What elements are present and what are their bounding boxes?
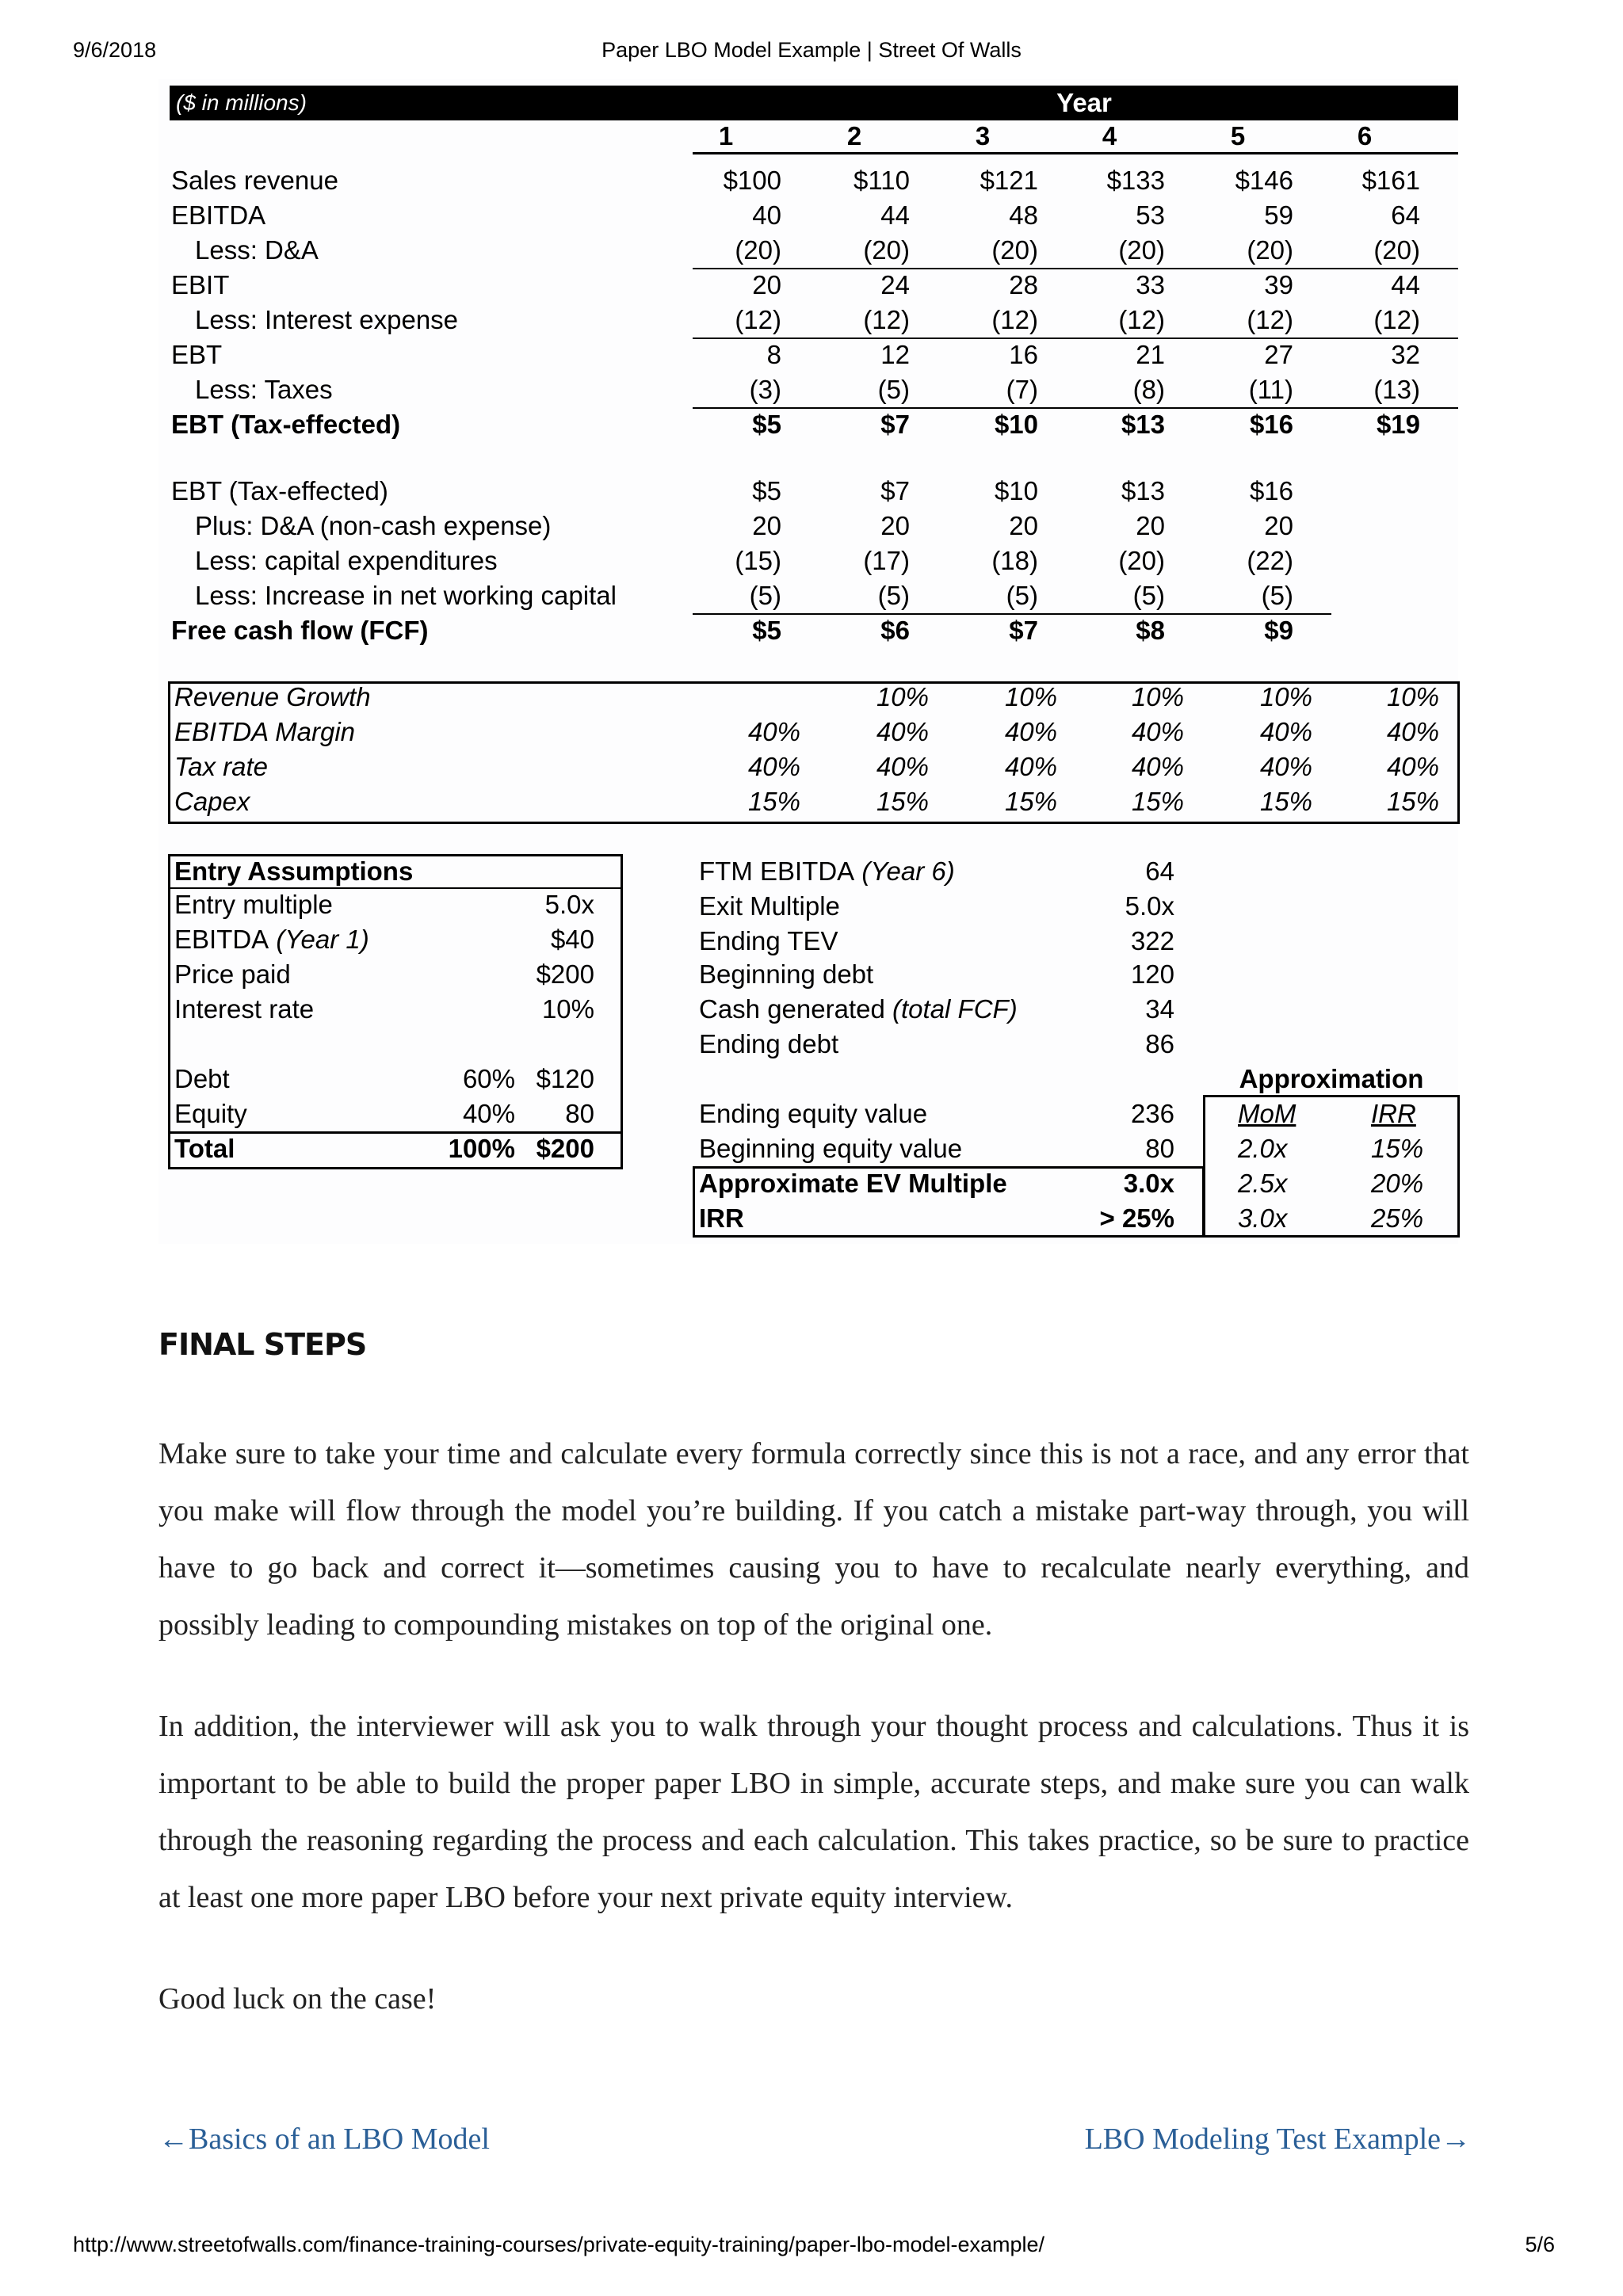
row-value: 53: [1136, 200, 1165, 230]
fcf-row-value: (20): [1118, 546, 1165, 575]
assumption-value: 40%: [1259, 717, 1312, 746]
entry-label: Entry multiple: [174, 890, 333, 919]
assumption-value: 15%: [876, 787, 929, 816]
row-label: Less: Taxes: [195, 375, 333, 404]
approx-title: Approximation: [1239, 1064, 1424, 1093]
row-value: (7): [1006, 375, 1038, 404]
lbo-model-table: [158, 79, 1458, 1244]
total-pct: 100%: [448, 1134, 515, 1163]
fcf-row-value: (5): [1261, 581, 1293, 610]
row-value: (20): [735, 235, 781, 265]
row-label: EBT: [171, 340, 223, 369]
row-value: $100: [723, 166, 781, 195]
row-value: 33: [1136, 270, 1165, 299]
print-date: 9/6/2018: [73, 38, 157, 62]
assumption-value: 10%: [1004, 682, 1057, 711]
cap-label: Equity: [174, 1099, 247, 1128]
row-value: (12): [1373, 305, 1420, 334]
row-value: $16: [1249, 410, 1293, 439]
row-value: (12): [735, 305, 781, 334]
row-value: (20): [1118, 235, 1165, 265]
exit-label: Exit Multiple: [699, 891, 840, 921]
approx-irr: 20%: [1371, 1169, 1424, 1198]
exit-label: Ending TEV: [699, 926, 838, 955]
approx-irr: 25%: [1371, 1203, 1424, 1233]
fcf-row-value: $10: [994, 476, 1038, 505]
row-value: $110: [854, 166, 910, 195]
assumption-value: 40%: [1131, 752, 1184, 781]
row-value: 32: [1391, 340, 1420, 369]
result-label: Approximate EV Multiple: [699, 1169, 1007, 1198]
equity-label: Ending equity value: [699, 1099, 928, 1128]
result-value: > 25%: [1099, 1203, 1174, 1233]
assumption-value: 10%: [1386, 682, 1439, 711]
row-value: (12): [863, 305, 910, 334]
total-value: $200: [536, 1134, 594, 1163]
fcf-row-value: 20: [752, 511, 781, 540]
total-label: Total: [174, 1134, 235, 1163]
row-value: 16: [1009, 340, 1038, 369]
row-value: $121: [980, 166, 1038, 195]
fcf-row-value: $16: [1249, 476, 1293, 505]
rule-line: [693, 338, 1458, 339]
rule-line: [693, 613, 1331, 615]
row-value: (3): [749, 375, 781, 404]
exit-label: FTM EBITDA (Year 6): [699, 856, 955, 886]
row-value: (20): [863, 235, 910, 265]
row-label: Sales revenue: [171, 166, 338, 195]
approx-mom: 3.0x: [1238, 1203, 1288, 1233]
row-label: Less: D&A: [195, 235, 319, 265]
approx-irr: 15%: [1371, 1134, 1424, 1163]
paragraph-1: Make sure to take your time and calculate every formula correctly since this is not a race, and any error that you make will flow through the model you’re building. If you catch a mistake part-way through, you will have to go back and correct it—sometimes causing you to have to recalculate nearly everything, and possibly leading to compounding mistakes on top of the original one.: [158, 1437, 1469, 1642]
entry-label: EBITDA (Year 1): [174, 925, 369, 954]
assumption-value: 40%: [747, 752, 800, 781]
exit-label: Ending debt: [699, 1029, 839, 1058]
fcf-row-value: $5: [752, 476, 781, 505]
cap-value: 80: [565, 1099, 594, 1128]
assumption-value: 40%: [1259, 752, 1312, 781]
fcf-row-value: 20: [1136, 511, 1165, 540]
entry-value: 10%: [541, 994, 594, 1024]
row-value: (5): [877, 375, 910, 404]
year-col-header: 5: [1230, 121, 1246, 151]
fcf-row-value: (15): [735, 546, 781, 575]
fcf-row-value: $7: [880, 476, 910, 505]
assumption-value: 10%: [1259, 682, 1312, 711]
row-label: EBITDA: [171, 200, 266, 230]
row-label: EBIT: [171, 270, 230, 299]
exit-value: 64: [1145, 856, 1174, 886]
assumption-value: 10%: [876, 682, 929, 711]
row-value: 28: [1009, 270, 1038, 299]
equity-value: 80: [1145, 1134, 1174, 1163]
row-value: (20): [1373, 235, 1420, 265]
assumption-label: Revenue Growth: [174, 682, 371, 711]
cap-label: Debt: [174, 1064, 230, 1093]
fcf-row-value: $13: [1121, 476, 1165, 505]
paragraph-2: In addition, the interviewer will ask you to walk through your thought process and calculations. Thus it is important to be able to build the proper paper LBO in simple, accurate steps, and make sure you can walk through the reasoning regarding the process and each calculation. This takes practice, so be sure to practice at least one more paper LBO before your next private equity interview.: [158, 1710, 1469, 1914]
row-value: (12): [991, 305, 1038, 334]
fcf-row-value: 20: [1009, 511, 1038, 540]
row-value: 40: [752, 200, 781, 230]
row-value: $133: [1106, 166, 1165, 195]
fcf-row-value: (18): [991, 546, 1038, 575]
fcf-row-value: (5): [1006, 581, 1038, 610]
row-value: (8): [1132, 375, 1165, 404]
row-value: 21: [1136, 340, 1165, 369]
assumption-value: 15%: [1004, 787, 1057, 816]
row-value: 44: [1391, 270, 1420, 299]
assumption-value: 40%: [876, 752, 929, 781]
assumption-value: 40%: [1004, 752, 1057, 781]
row-value: 64: [1391, 200, 1420, 230]
year-col-header: 2: [846, 121, 862, 151]
exit-value: 322: [1130, 926, 1174, 955]
year-col-header: 4: [1102, 121, 1117, 151]
cap-pct: 60%: [462, 1064, 515, 1093]
row-label: Less: Interest expense: [195, 305, 459, 334]
assumption-label: EBITDA Margin: [174, 717, 356, 746]
assumption-value: 40%: [1004, 717, 1057, 746]
row-label: EBT (Tax-effected): [171, 410, 401, 439]
cap-value: $120: [536, 1064, 594, 1093]
fcf-row-value: (5): [877, 581, 910, 610]
rule-line: [693, 407, 1458, 409]
row-value: (11): [1248, 375, 1293, 404]
row-value: (20): [1247, 235, 1293, 265]
fcf-row-label: Free cash flow (FCF): [171, 616, 429, 645]
equity-label: Beginning equity value: [699, 1134, 963, 1163]
result-label: IRR: [699, 1203, 744, 1233]
row-value: 8: [766, 340, 781, 369]
year-header-rule: [693, 152, 1458, 154]
result-value: 3.0x: [1123, 1169, 1174, 1198]
section-heading: FINAL STEPS: [158, 1327, 367, 1362]
fcf-row-value: $8: [1136, 616, 1165, 645]
assumption-value: 40%: [876, 717, 929, 746]
assumption-value: 15%: [1386, 787, 1439, 816]
assumption-value: 15%: [747, 787, 800, 816]
row-value: $19: [1376, 410, 1420, 439]
units-label: ($ in millions): [176, 90, 307, 115]
approx-col-irr: IRR: [1371, 1099, 1416, 1128]
paragraph-3: Good luck on the case!: [158, 1982, 437, 2016]
row-value: 44: [880, 200, 910, 230]
assumption-value: 40%: [1386, 752, 1439, 781]
row-value: $10: [994, 410, 1038, 439]
exit-label: Cash generated (total FCF): [699, 994, 1018, 1024]
fcf-row-label: Less: Increase in net working capital: [195, 581, 617, 610]
row-value: 27: [1264, 340, 1293, 369]
row-value: $7: [880, 410, 910, 439]
fcf-row-value: $9: [1264, 616, 1293, 645]
page-url: http://www.streetofwalls.com/finance-training-courses/private-equity-training/paper-lbo-model-example/: [73, 2233, 1045, 2256]
row-value: 12: [880, 340, 910, 369]
row-value: (12): [1118, 305, 1165, 334]
assumption-value: 40%: [1131, 717, 1184, 746]
row-value: (13): [1373, 375, 1420, 404]
fcf-row-value: 20: [1264, 511, 1293, 540]
row-value: $146: [1235, 166, 1293, 195]
row-value: 48: [1009, 200, 1038, 230]
assumption-value: 15%: [1131, 787, 1184, 816]
rule-line: [693, 268, 1458, 269]
header-band: [170, 86, 1458, 120]
fcf-row-value: (17): [863, 546, 910, 575]
equity-value: 236: [1130, 1099, 1174, 1128]
row-value: 20: [752, 270, 781, 299]
assumption-value: 40%: [747, 717, 800, 746]
row-value: 59: [1264, 200, 1293, 230]
fcf-row-value: (5): [1132, 581, 1165, 610]
approx-mom: 2.5x: [1238, 1169, 1288, 1198]
exit-label-note: (Year 6): [854, 856, 955, 886]
fcf-row-value: (5): [749, 581, 781, 610]
fcf-row-value: 20: [880, 511, 910, 540]
assumption-label: Capex: [174, 787, 250, 816]
entry-label: Price paid: [174, 959, 291, 989]
entry-title: Entry Assumptions: [174, 856, 414, 886]
page-title: Paper LBO Model Example | Street Of Walls: [601, 38, 1022, 62]
entry-label: Interest rate: [174, 994, 315, 1024]
row-value: 24: [880, 270, 910, 299]
approx-mom: 2.0x: [1238, 1134, 1288, 1163]
cap-pct: 40%: [462, 1099, 515, 1128]
fcf-row-value: $5: [752, 616, 781, 645]
fcf-row-label: Less: capital expenditures: [195, 546, 498, 575]
year-header: Year: [1056, 88, 1112, 117]
exit-value: 86: [1145, 1029, 1174, 1058]
row-value: 39: [1264, 270, 1293, 299]
assumption-value: 10%: [1131, 682, 1184, 711]
year-col-header: 3: [975, 121, 991, 151]
next-article-link[interactable]: LBO Modeling Test Example→: [1084, 2122, 1471, 2156]
exit-label: Beginning debt: [699, 959, 874, 989]
assumption-label: Tax rate: [174, 752, 269, 781]
entry-label-note: (Year 1): [269, 925, 369, 954]
exit-value: 5.0x: [1125, 891, 1174, 921]
entry-value: $40: [550, 925, 594, 954]
prev-article-link[interactable]: ←Basics of an LBO Model: [158, 2122, 490, 2156]
fcf-row-label: EBT (Tax-effected): [171, 476, 388, 505]
row-value: (20): [991, 235, 1038, 265]
fcf-row-value: $7: [1009, 616, 1038, 645]
fcf-row-value: (22): [1247, 546, 1293, 575]
page-number: 5/6: [1525, 2233, 1555, 2256]
fcf-row-label: Plus: D&A (non-cash expense): [195, 511, 552, 540]
exit-value: 34: [1145, 994, 1174, 1024]
row-value: $161: [1361, 166, 1420, 195]
row-value: $5: [752, 410, 781, 439]
approx-col-mom: MoM: [1238, 1099, 1296, 1128]
entry-value: $200: [536, 959, 594, 989]
entry-value: 5.0x: [544, 890, 594, 919]
year-col-header: 1: [718, 121, 734, 151]
exit-value: 120: [1130, 959, 1174, 989]
year-col-header: 6: [1357, 121, 1373, 151]
row-value: $13: [1121, 410, 1165, 439]
exit-label-note: (total FCF): [884, 994, 1018, 1024]
row-value: (12): [1247, 305, 1293, 334]
assumption-value: 15%: [1259, 787, 1312, 816]
assumption-value: 40%: [1386, 717, 1439, 746]
fcf-row-value: $6: [880, 616, 910, 645]
